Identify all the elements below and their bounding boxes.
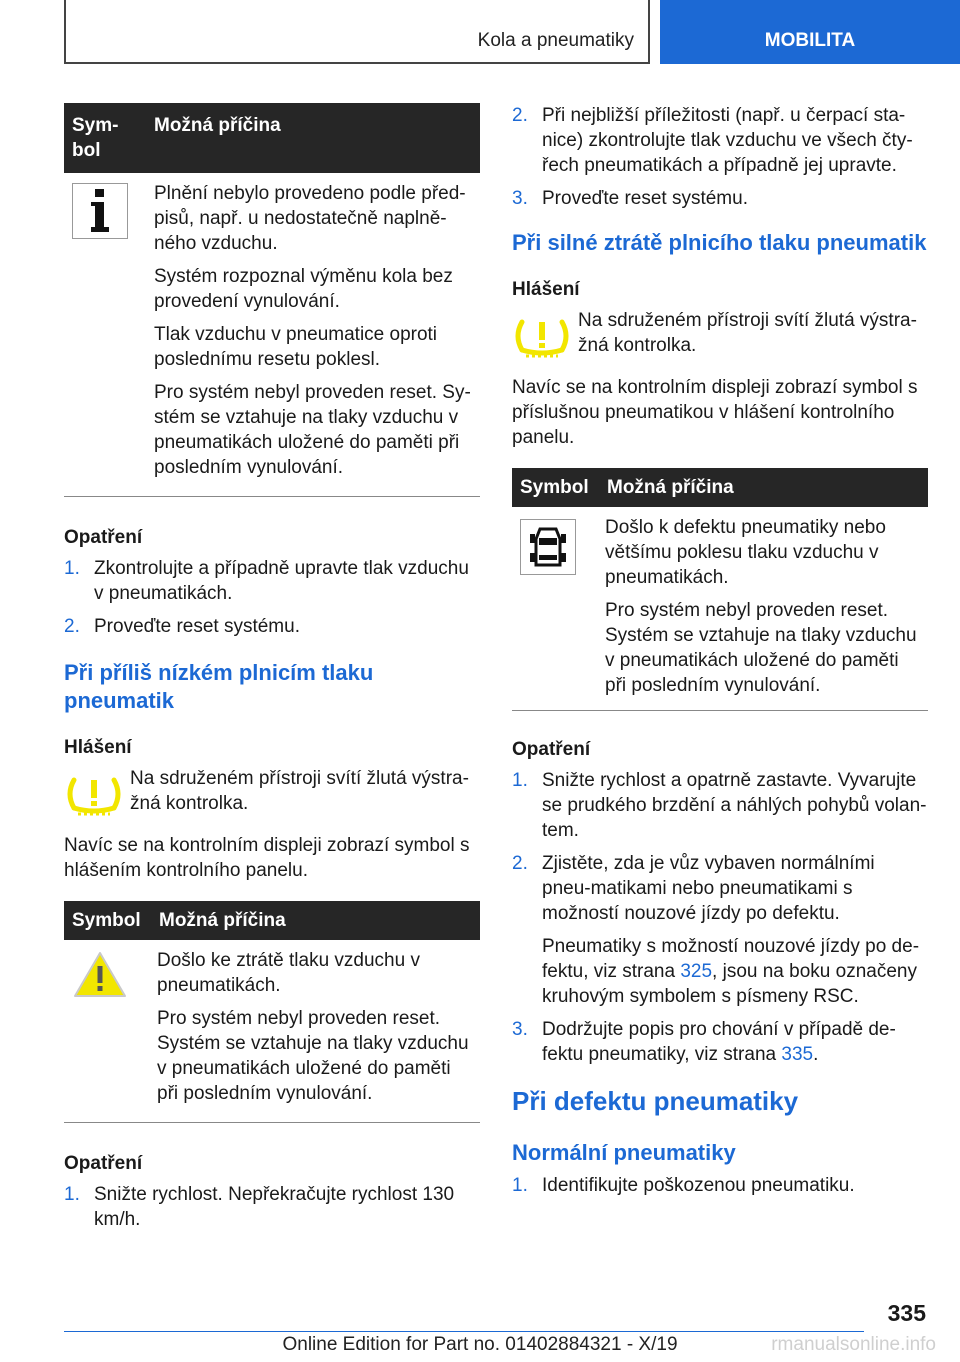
page-link[interactable]: 335	[781, 1044, 814, 1065]
measures-title: Opatření	[512, 739, 591, 760]
message-text: Na sdruženém přístroji svítí žlutá výstra‐žná kontrolka.	[578, 310, 917, 356]
list-item: 1. Zkontrolujte a případně upravte tlak vzduchu v pneumatikách.	[64, 558, 469, 604]
cause-paragraph: Došlo ke ztrátě tlaku vzduchu v pneumatikách.	[157, 950, 420, 996]
step-note: Pneumatiky s možností nouzové jízdy po de‐fektu, viz strana 325, jsou na boku označeny kruhovým symbolem s písmeny RSC.	[542, 936, 920, 1007]
message-extra: Navíc se na kontrolním displeji zobrazí symbol s hlášením kontrolního panelu.	[64, 835, 470, 881]
list-item: 3. Proveďte reset systému.	[512, 188, 748, 209]
page-link[interactable]: 325	[680, 961, 713, 982]
footer-divider	[64, 1331, 864, 1332]
measures-title: Opatření	[64, 527, 143, 548]
car-tire-defect-icon	[520, 519, 576, 575]
list-item: 1. Snižte rychlost. Nepřekračujte rychlost 130 km/h.	[64, 1184, 455, 1230]
table-header-symbol: Symbol	[512, 468, 599, 507]
info-icon	[72, 183, 128, 239]
warning-triangle-icon	[72, 950, 143, 1005]
message-text: Na sdruženém přístroji svítí žlutá výstra‐žná kontrolka.	[130, 768, 469, 814]
table-header-symbol: Symbol	[64, 901, 151, 940]
measures-list	[64, 556, 480, 639]
cause-paragraph: Systém rozpoznal výměnu kola bez provedení vynulování.	[154, 266, 453, 312]
section-title: Kola a pneumatiky	[477, 30, 634, 51]
cause-paragraph: Pro systém nebyl proveden reset. Systém se vztahuje na tlaky vzduchu v pneumatikách uložené do paměti při posledním vynulování.	[157, 1008, 469, 1104]
cause-paragraph: Plnění nebylo provedeno podle před‐pisů, např. u nedostatečně naplně‐ného vzduchu.	[154, 183, 466, 254]
right-column	[512, 103, 928, 1206]
message-extra: Navíc se na kontrolním displeji zobrazí symbol s příslušnou pneumatikou v hlášení kontrolního panelu.	[512, 377, 918, 448]
table-header-cause: Možná příčina	[599, 468, 928, 507]
symbol-table-3	[512, 468, 928, 711]
footer-watermark: rmanualsonline.info	[771, 1334, 936, 1355]
message-row	[512, 308, 928, 365]
table-header-cause: Možná příčina	[146, 103, 480, 173]
left-column	[64, 103, 480, 1240]
list-item: 2. Zjistěte, zda je vůz vybaven normálními pneu‐matikami nebo pneumatikami s možností nouzové jízdy po defektu. Pneumatiky s možností nouzové jízdy po de‐fektu, viz strana 325, jsou na boku označeny kruhovým symbolem s písmeny RSC.	[512, 851, 928, 1009]
list-item: 3. Dodržujte popis pro chování v případě de‐fektu pneumatiky, viz strana 335.	[512, 1019, 896, 1065]
list-item: 1. Identifikujte poškozenou pneumatiku.	[512, 1175, 855, 1196]
page-header	[0, 0, 960, 66]
section-heading: Při silné ztrátě plnicího tlaku pneumatik	[512, 230, 927, 255]
cause-paragraph: Došlo k defektu pneumatiky nebo většímu poklesu tlaku vzduchu v pneumatikách.	[605, 517, 886, 588]
tire-pressure-warning-icon	[64, 766, 130, 823]
list-item: 2. Při nejbližší příležitosti (např. u čerpací sta‐nice) zkontrolujte tlak vzduchu ve všech čty‐řech pneumatikách a případně jej upravte.	[512, 105, 913, 176]
message-title: Hlášení	[512, 279, 580, 300]
message-title: Hlášení	[64, 737, 132, 758]
table-header-cause: Možná příčina	[151, 901, 480, 940]
header-section-box	[64, 0, 650, 64]
measures-list	[512, 768, 928, 1067]
cause-paragraph: Pro systém nebyl proveden reset. Systém se vztahuje na tlaky vzduchu v pneumatikách uložené do paměti při posledním vynulování.	[605, 600, 917, 696]
measures-list-continued	[512, 103, 928, 211]
table-header-symbol: Sym‐ bol	[64, 103, 146, 173]
measures-list	[64, 1182, 480, 1232]
list-item: 2. Proveďte reset systému.	[64, 616, 300, 637]
section-heading: Při defektu pneumatiky	[512, 1086, 799, 1116]
symbol-table-2	[64, 901, 480, 1123]
measures-list	[512, 1173, 928, 1198]
message-row	[64, 766, 480, 823]
measures-title: Opatření	[64, 1153, 143, 1174]
sub-heading: Normální pneumatiky	[512, 1140, 736, 1165]
chapter-tab: MOBILITA	[660, 0, 960, 64]
section-heading: Při příliš nízkém plnicím tlaku pneumatik	[64, 660, 374, 713]
cause-paragraph: Tlak vzduchu v pneumatice oproti poslednímu resetu poklesl.	[154, 324, 438, 370]
list-item: 1. Snižte rychlost a opatrně zastavte. Vyvarujte se prudkého brzdění a náhlých pohybů volan‐tem.	[512, 770, 927, 841]
symbol-table-1	[64, 103, 480, 497]
page-number: 335	[887, 1300, 926, 1326]
cause-paragraph: Pro systém nebyl proveden reset. Sy‐stém se vztahuje na tlaky vzduchu v pneumatikách uložené do paměti při posledním vynulování.	[154, 382, 471, 478]
tire-pressure-warning-icon	[512, 308, 578, 365]
footer-edition: Online Edition for Part no. 01402884321 - X/19	[282, 1334, 678, 1355]
